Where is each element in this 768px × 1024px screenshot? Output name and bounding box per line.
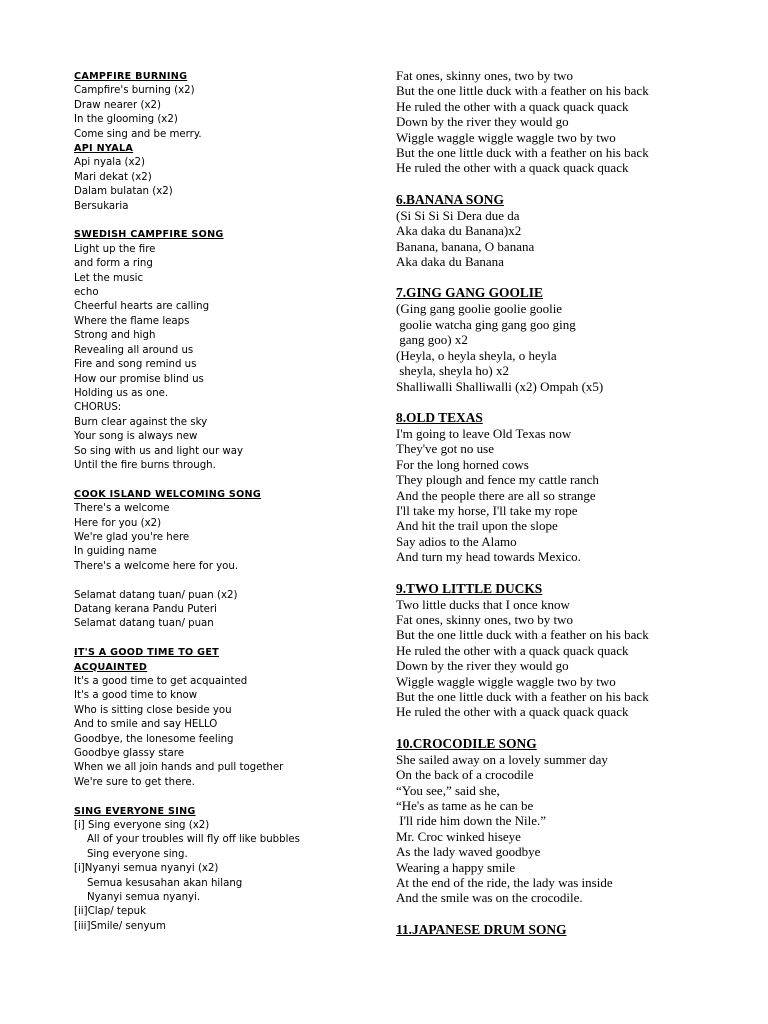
lyric-line: Shalliwalli Shalliwalli (x2) Ompah (x5) <box>396 378 604 394</box>
lyric-line: For the long horned cows <box>396 456 529 472</box>
song-section <box>396 68 766 176</box>
song-section <box>74 228 374 473</box>
lyric-line: Say adios to the Alamo <box>396 533 517 549</box>
song-title: COOK ISLAND WELCOMING SONG <box>74 488 262 500</box>
lyric-line: Datang kerana Pandu Puteri <box>74 603 217 615</box>
lyric-line: Down by the river they would go <box>396 114 569 130</box>
lyric-line: Fat ones, skinny ones, two by two <box>396 611 573 627</box>
lyric-line: He ruled the other with a quack quack quack <box>396 160 629 176</box>
song-section <box>74 70 374 142</box>
lyric-line: Down by the river they would go <box>396 658 569 674</box>
song-title: 10.CROCODILE SONG <box>396 735 537 751</box>
lyric-line: There's a welcome <box>74 503 170 515</box>
song-title: SWEDISH CAMPFIRE SONG <box>74 229 224 241</box>
lyric-line: echo <box>74 287 99 299</box>
lyric-line: When we all join hands and pull together <box>74 762 284 774</box>
song-section <box>74 488 374 632</box>
section-gap <box>396 269 766 284</box>
lyric-line: Who is sitting close beside you <box>74 704 232 716</box>
lyric-line: Let the music <box>74 272 144 284</box>
lyric-line: sheyla, sheyla ho) x2 <box>396 363 510 379</box>
lyric-line: Goodbye glassy stare <box>74 748 185 760</box>
lyric-line: CHORUS: <box>74 402 122 414</box>
lyric-line: Fire and song remind us <box>74 359 197 371</box>
lyric-line: Light up the fire <box>74 243 156 255</box>
lyric-line: He ruled the other with a quack quack quack <box>396 642 629 658</box>
lyric-line: In guiding name <box>74 546 157 558</box>
lyric-line: (Si Si Si Si Dera due da <box>396 207 520 223</box>
song-title: SING EVERYONE SING <box>74 805 196 817</box>
lyric-line: Fat ones, skinny ones, two by two <box>396 68 573 83</box>
song-section <box>396 191 766 270</box>
lyric-line: Revealing all around us <box>74 344 194 356</box>
section-gap <box>74 214 374 228</box>
blank-line <box>74 574 374 588</box>
lyric-line: They've got no use <box>396 441 495 457</box>
lyric-line: Come sing and be merry. <box>74 128 202 140</box>
lyric-line: Your song is always new <box>74 431 198 443</box>
song-section <box>74 805 374 935</box>
lyric-line: And turn my head towards Mexico. <box>396 549 581 565</box>
song-title: 6.BANANA SONG <box>396 191 504 207</box>
lyric-line: But the one little duck with a feather on his back <box>396 689 649 704</box>
lyric-line: How our promise blind us <box>74 373 204 385</box>
lyric-line: and form a ring <box>74 258 153 270</box>
lyric-line: I'll take my horse, I'll take my rope <box>396 502 578 518</box>
lyric-line: And the smile was on the crocodile. <box>396 890 583 906</box>
song-title-continued: ACQUAINTED <box>74 661 148 673</box>
lyric-line: Mr. Croc winked hiseye <box>396 828 521 844</box>
lyric-line: (Ging gang goolie goolie goolie <box>396 301 563 317</box>
lyric-line: We're glad you're here <box>74 531 190 543</box>
lyric-line: Aka daka du Banana <box>396 254 504 270</box>
lyric-line: She sailed away on a lovely summer day <box>396 751 608 767</box>
lyric-line: goolie watcha ging gang goo ging <box>396 316 576 332</box>
lyric-line: We're sure to get there. <box>74 776 195 788</box>
lyric-line: (Heyla, o heyla sheyla, o heyla <box>396 347 557 363</box>
lyric-line: Selamat datang tuan/ puan <box>74 618 214 630</box>
section-gap <box>74 473 374 487</box>
lyric-line: Mari dekat (x2) <box>74 171 152 183</box>
lyric-line: Api nyala (x2) <box>74 157 146 169</box>
lyric-line: But the one little duck with a feather on his back <box>396 83 649 99</box>
lyric-line: There's a welcome here for you. <box>74 560 239 572</box>
lyric-line: Burn clear against the sky <box>74 416 208 428</box>
lyric-line: In the glooming (x2) <box>74 114 178 126</box>
lyric-line: And the people there are all so strange <box>396 487 596 503</box>
lyric-line: At the end of the ride, the lady was inside <box>396 875 613 891</box>
lyric-line: Wiggle waggle wiggle waggle two by two <box>396 129 616 145</box>
lyric-line: He ruled the other with a quack quack quack <box>396 98 629 114</box>
song-title: IT'S A GOOD TIME TO GET <box>74 647 220 659</box>
lyric-line: Selamat datang tuan/ puan (x2) <box>74 589 238 601</box>
lyric-line: Where the flame leaps <box>74 315 190 327</box>
lyric-line: Bersukaria <box>74 200 129 212</box>
lyric-line: Semua kesusahan akan hilang <box>74 877 243 889</box>
lyric-line: “He's as tame as he can be <box>396 798 534 814</box>
lyric-line: Draw nearer (x2) <box>74 99 161 111</box>
lyric-line: It's a good time to know <box>74 690 198 702</box>
lyric-line: Aka daka du Banana)x2 <box>396 223 522 239</box>
lyric-line: Campfire's burning (x2) <box>74 85 195 97</box>
lyric-line: He ruled the other with a quack quack quack <box>396 704 629 720</box>
song-title: 8.OLD TEXAS <box>396 409 483 425</box>
lyric-line: Sing everyone sing. <box>74 848 188 860</box>
lyric-line: Cheerful hearts are calling <box>74 301 210 313</box>
lyric-line: [ii]Clap/ tepuk <box>74 906 147 918</box>
lyric-line: And hit the trail upon the slope <box>396 518 558 534</box>
song-title: 7.GING GANG GOOLIE <box>396 285 543 301</box>
lyric-line: Banana, banana, O banana <box>396 238 535 254</box>
lyric-line: Dalam bulatan (x2) <box>74 186 173 198</box>
song-section <box>396 409 766 565</box>
section-gap <box>396 565 766 580</box>
song-section <box>74 142 374 214</box>
section-gap <box>396 394 766 409</box>
right-column <box>396 68 766 938</box>
lyric-line: Holding us as one. <box>74 387 169 399</box>
lyric-line: [i] Sing everyone sing (x2) <box>74 820 210 832</box>
lyric-line: Two little ducks that I once know <box>396 596 570 612</box>
section-gap <box>74 790 374 804</box>
lyric-line: I'm going to leave Old Texas now <box>396 425 572 441</box>
lyric-line: They plough and fence my cattle ranch <box>396 472 599 488</box>
lyric-line: Goodbye, the lonesome feeling <box>74 733 234 745</box>
lyric-line: [iii]Smile/ senyum <box>74 920 166 932</box>
lyric-line: Here for you (x2) <box>74 517 162 529</box>
song-section <box>396 921 766 938</box>
song-section <box>396 284 766 393</box>
lyric-line: I'll ride him down the Nile.” <box>396 813 547 829</box>
lyric-line: All of your troubles will fly off like bubbles <box>74 834 300 846</box>
lyric-line: But the one little duck with a feather on his back <box>396 145 649 161</box>
lyric-line: Nyanyi semua nyanyi. <box>74 892 201 904</box>
song-title: 11.JAPANESE DRUM SONG <box>396 921 567 937</box>
section-gap <box>74 632 374 646</box>
song-title: API NYALA <box>74 143 134 155</box>
lyric-line: gang goo) x2 <box>396 332 468 348</box>
lyric-line: Wearing a happy smile <box>396 859 516 875</box>
song-section <box>74 646 374 790</box>
section-gap <box>396 906 766 921</box>
left-column <box>74 70 374 934</box>
lyric-line: Wiggle waggle wiggle waggle two by two <box>396 673 616 689</box>
song-title: CAMPFIRE BURNING <box>74 71 188 82</box>
lyric-line: But the one little duck with a feather on his back <box>396 627 649 643</box>
lyric-line: “You see,” said she, <box>396 782 500 798</box>
song-title: 9.TWO LITTLE DUCKS <box>396 580 543 596</box>
lyric-line: So sing with us and light our way <box>74 445 244 457</box>
song-section <box>396 735 766 906</box>
lyric-line: And to smile and say HELLO <box>74 719 218 731</box>
song-section <box>396 580 766 720</box>
lyric-line: Strong and high <box>74 330 156 342</box>
section-gap <box>396 720 766 735</box>
lyric-line: Until the fire burns through. <box>74 459 216 471</box>
lyric-line: As the lady waved goodbye <box>396 844 541 860</box>
section-gap <box>396 176 766 191</box>
lyric-line: On the back of a crocodile <box>396 767 534 783</box>
lyric-line: It's a good time to get acquainted <box>74 676 248 687</box>
lyric-line: [i]Nyanyi semua nyanyi (x2) <box>74 863 219 875</box>
